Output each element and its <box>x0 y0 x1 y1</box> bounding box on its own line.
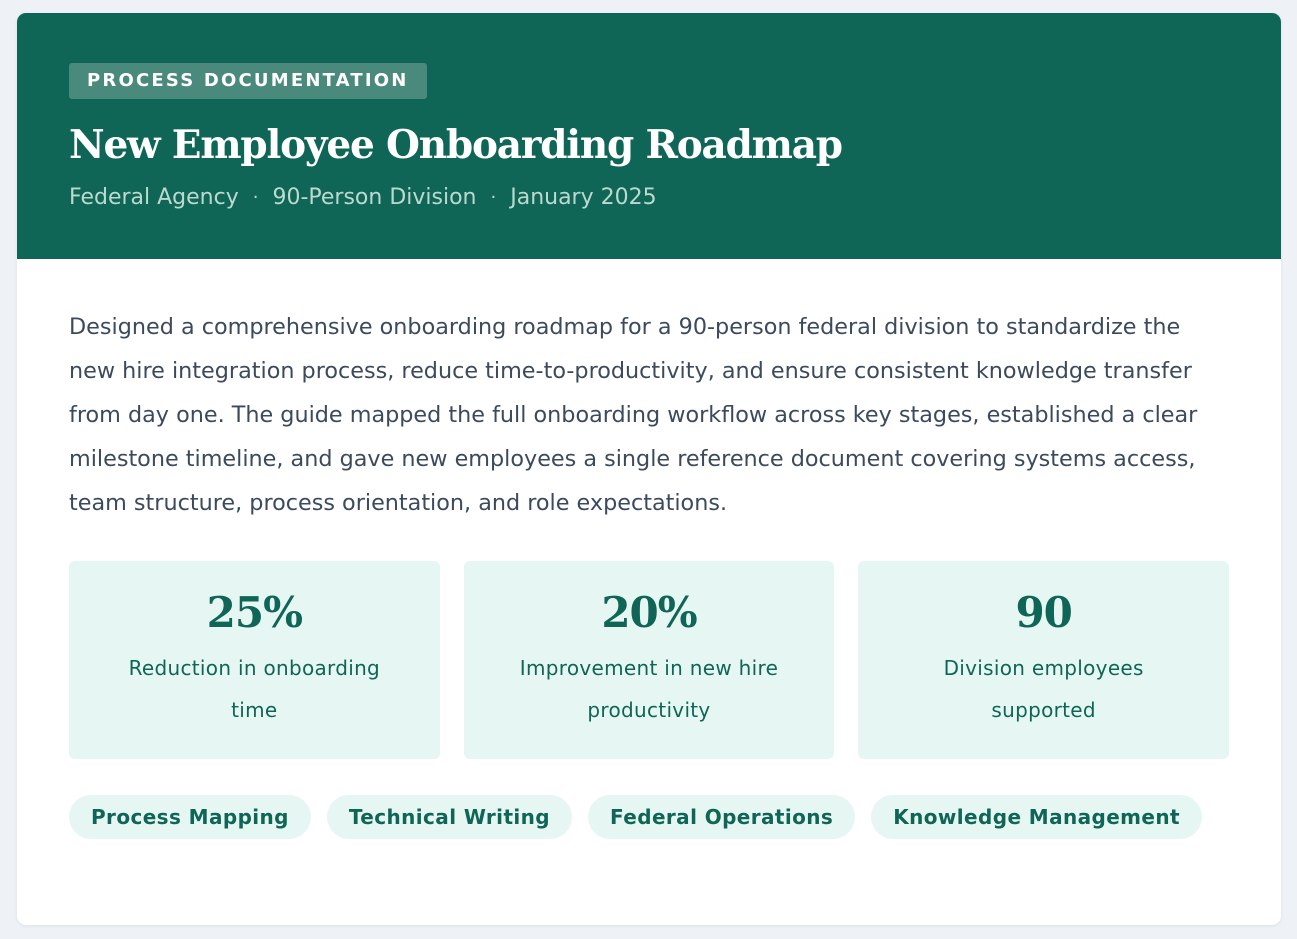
skill-tags <box>69 795 1229 839</box>
meta-separator: · <box>252 187 259 208</box>
stat-card <box>69 561 440 759</box>
card-header <box>17 13 1281 259</box>
stat-label: Improvement in new hire productivity <box>519 656 779 722</box>
meta-separator: · <box>490 187 497 208</box>
meta-agency: Federal Agency <box>69 185 239 210</box>
meta-line <box>69 183 1229 213</box>
project-card <box>17 13 1281 925</box>
project-description: Designed a comprehensive onboarding roadmap for a 90-person federal division to standardize the new hire integration process, reduce time-to-productivity, and ensure consistent knowledge transfer from day one. The guide mapped the full onboarding workflow across key stages, established a clear milestone timeline, and gave new employees a single reference document covering systems access, team structure, process orientation, and role expectations. <box>69 314 1198 516</box>
stats-row <box>69 561 1229 759</box>
tag-process-mapping: Process Mapping <box>69 795 311 839</box>
stat-label: Reduction in onboarding time <box>128 656 381 722</box>
stat-value: 20% <box>601 588 697 637</box>
stat-value: 25% <box>206 588 303 637</box>
stat-value: 90 <box>1015 588 1072 637</box>
meta-division: 90-Person Division <box>272 185 477 210</box>
page-title: New Employee Onboarding Roadmap <box>69 122 842 168</box>
stat-card <box>464 561 835 759</box>
stat-card <box>858 561 1229 759</box>
card-body <box>17 259 1281 839</box>
category-badge: PROCESS DOCUMENTATION <box>69 63 427 99</box>
meta-date: January 2025 <box>510 185 657 210</box>
tag-knowledge-management: Knowledge Management <box>871 795 1202 839</box>
tag-federal-operations: Federal Operations <box>588 795 855 839</box>
tag-technical-writing: Technical Writing <box>327 795 572 839</box>
stat-label: Division employees supported <box>943 656 1144 722</box>
